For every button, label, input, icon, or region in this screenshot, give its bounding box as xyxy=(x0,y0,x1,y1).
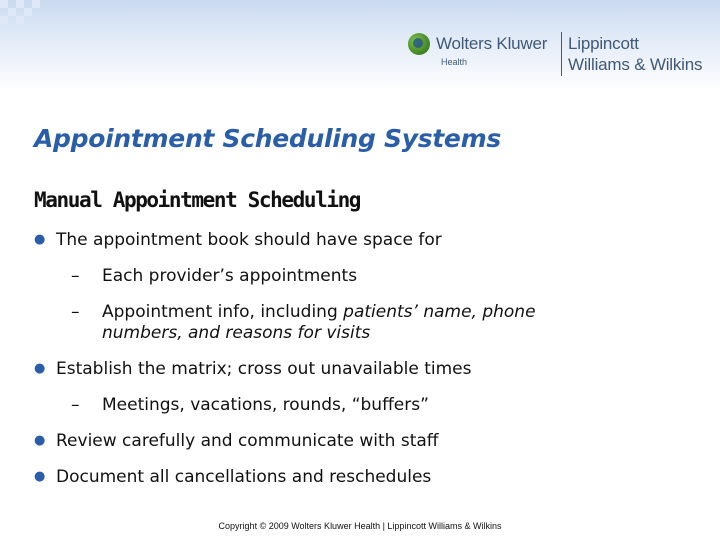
bullet-text: The appointment book should have space for xyxy=(56,230,442,250)
logo-imprint-line1: Lippincott xyxy=(568,34,639,53)
bullet-item xyxy=(34,229,442,251)
bullet-text: Establish the matrix; cross out unavailable times xyxy=(56,359,472,379)
bullet-text: Document all cancellations and reschedules xyxy=(56,467,432,487)
sub-bullet-item xyxy=(71,394,429,416)
slide-subtitle: Manual Appointment Scheduling xyxy=(34,188,361,212)
dash-icon: – xyxy=(71,266,80,286)
bullet-dot-icon: ● xyxy=(34,361,46,376)
dash-icon: – xyxy=(71,395,80,415)
sub-bullet-item xyxy=(71,301,536,323)
bullet-dot-icon: ● xyxy=(34,232,46,247)
sub-bullet-item xyxy=(71,265,358,287)
corner-pattern xyxy=(0,0,40,24)
sub-bullet-text: Appointment info, including xyxy=(102,302,344,322)
logo-divider xyxy=(561,32,562,76)
globe-logo-icon xyxy=(408,33,430,55)
bullet-dot-icon: ● xyxy=(34,469,46,484)
bullet-text: Review carefully and communicate with staff xyxy=(56,431,439,451)
copyright-footer: Copyright © 2009 Wolters Kluwer Health | Lippincott Williams & Wilkins xyxy=(218,521,502,531)
dash-icon: – xyxy=(71,302,80,322)
logo-imprint-line2: Williams & Wilkins xyxy=(568,55,703,74)
bullet-item xyxy=(34,466,432,488)
logo-brand-name: Wolters Kluwer xyxy=(436,34,548,53)
bullet-item xyxy=(34,358,472,380)
sub-bullet-continuation: numbers, and reasons for visits xyxy=(102,323,371,343)
sub-bullet-text: Meetings, vacations, rounds, “buffers” xyxy=(102,395,429,415)
sub-bullet-text: Each provider’s appointments xyxy=(102,266,358,286)
bullet-dot-icon: ● xyxy=(34,433,46,448)
bullet-item xyxy=(34,430,439,452)
logo-brand-sub: Health xyxy=(441,57,468,67)
slide-title: Appointment Scheduling Systems xyxy=(34,124,501,153)
sub-bullet-italic: patients’ name, phone xyxy=(343,302,536,322)
